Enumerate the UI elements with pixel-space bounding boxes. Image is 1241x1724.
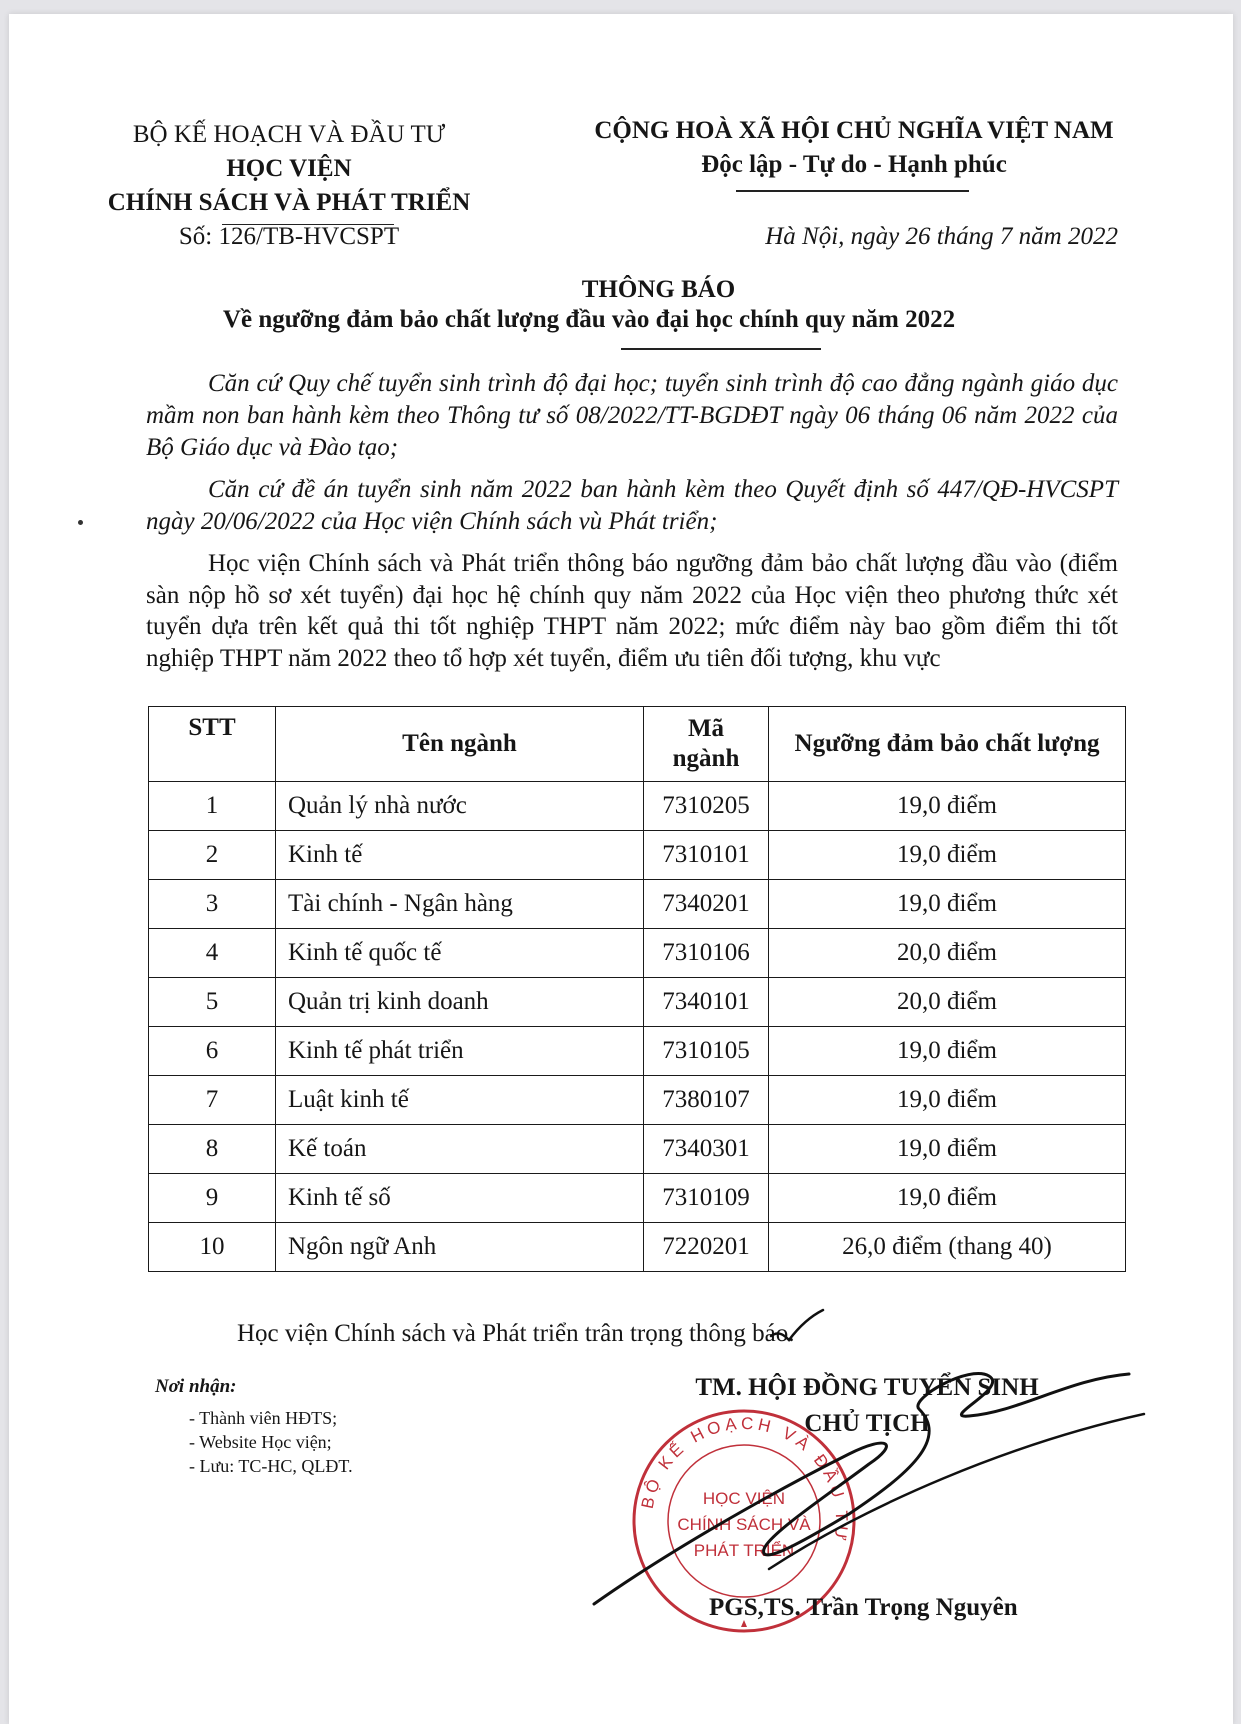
cell-major-name: Kế toán [276,1125,644,1174]
signer-name: PGS,TS. Trần Trọng Nguyên [709,1594,1018,1621]
header-threshold: Ngưỡng đảm bảo chất lượng [769,707,1126,782]
cell-major-name: Kinh tế quốc tế [276,929,644,978]
document-page [9,14,1233,1724]
recipient-item: - Website Học viện; [189,1432,332,1452]
cell-threshold: 19,0 điểm [769,831,1126,880]
cell-major-name: Kinh tế [276,831,644,880]
legal-basis-paragraph-2: Căn cứ đề án tuyển sinh năm 2022 ban hành kèm theo Quyết định số 447/QĐ-HVCSPT ngày 20/06/2022 của Học viện Chính sách vù Phát triển; [146,476,1118,535]
institution-name-line1: HỌC VIỆN [226,155,352,182]
cell-major-name: Kinh tế số [276,1174,644,1223]
cell-stt: 6 [149,1027,276,1076]
cell-stt: 8 [149,1125,276,1174]
initial-mark [767,1306,827,1346]
stamp-inner-line3: PHÁT TRIỂN [693,1541,795,1560]
closing-line: Học viện Chính sách và Phát triển trân trọng thông báo. [237,1320,795,1347]
table-row [149,1027,1126,1076]
header-right-rule [736,190,969,192]
country-name: CỘNG HOÀ XÃ HỘI CHỦ NGHĨA VIỆT NAM [594,117,1114,144]
cell-major-name: Tài chính - Ngân hàng [276,880,644,929]
header-major-code-line2: ngành [672,745,740,772]
cell-threshold: 19,0 điểm [769,1027,1126,1076]
recipient-item: - Lưu: TC-HC, QLĐT. [189,1456,353,1476]
table-row [149,782,1126,831]
cell-major-code: 7340101 [644,978,769,1027]
cell-major-name: Luật kinh tế [276,1076,644,1125]
table-row [149,831,1126,880]
stamp-outer-text: BỘ KẾ HOẠCH VÀ ĐẦU TƯ [637,1413,852,1546]
document-title: THÔNG BÁO [581,276,736,303]
document-number: Số: 126/TB-HVCSPT [178,223,400,250]
cell-major-name: Quản trị kinh doanh [276,978,644,1027]
header-major-code-line1: Mã [687,715,725,742]
cell-stt: 1 [149,782,276,831]
cell-stt: 10 [149,1223,276,1272]
title-rule [621,348,821,350]
cell-major-code: 7310109 [644,1174,769,1223]
table-row [149,1174,1126,1223]
header-major-code [644,707,769,782]
ministry-name: BỘ KẾ HOẠCH VÀ ĐẦU TƯ [132,121,446,148]
cell-major-name: Ngôn ngữ Anh [276,1223,644,1272]
place-date: Hà Nội, ngày 26 tháng 7 năm 2022 [765,223,1118,250]
table-row [149,978,1126,1027]
cell-threshold: 19,0 điểm [769,1076,1126,1125]
cell-major-name: Quản lý nhà nước [276,782,644,831]
header-stt: STT [149,707,276,782]
cell-major-code: 7220201 [644,1223,769,1272]
cell-threshold: 19,0 điểm [769,782,1126,831]
cell-stt: 5 [149,978,276,1027]
table-row [149,1076,1126,1125]
cell-major-code: 7310101 [644,831,769,880]
threshold-table [148,706,1126,1272]
cell-major-code: 7380107 [644,1076,769,1125]
recipients-title: Nơi nhận: [155,1376,237,1397]
cell-major-code: 7310105 [644,1027,769,1076]
cell-stt: 4 [149,929,276,978]
table-row [149,1125,1126,1174]
cell-stt: 3 [149,880,276,929]
cell-major-name: Kinh tế phát triển [276,1027,644,1076]
cell-threshold: 20,0 điểm [769,978,1126,1027]
cell-threshold: 19,0 điểm [769,1125,1126,1174]
institution-name-line2: CHÍNH SÁCH VÀ PHÁT TRIỂN [107,189,471,216]
cell-threshold: 19,0 điểm [769,880,1126,929]
cell-threshold: 20,0 điểm [769,929,1126,978]
table-header-row [149,707,1126,782]
cell-major-code: 7340201 [644,880,769,929]
cell-stt: 9 [149,1174,276,1223]
legal-basis-paragraph-1: Căn cứ Quy chế tuyển sinh trình độ đại học; tuyển sinh trình độ cao đẳng ngành giáo dục mầm non ban hành kèm theo Thông tư số 08/2022/TT-BGDĐT ngày 06 tháng 06 năm 2022 của Bộ Giáo dục và Đào tạo; [146,370,1118,461]
recipient-item: - Thành viên HĐTS; [189,1408,338,1428]
announcement-paragraph: Học viện Chính sách và Phát triển thông báo ngưỡng đảm bảo chất lượng đầu vào (điểm sàn nộp hồ sơ xét tuyển) đại học hệ chính quy năm 2022 của Học viện theo phương thức xét tuyển dựa trên kết quả thi tốt nghiệp THPT năm 2022; mức điểm này bao gồm điểm thi tốt nghiệp THPT năm 2022 theo tổ hợp xét tuyển, điểm ưu tiên đối tượng, khu vực [146,550,1118,672]
cell-major-code: 7310106 [644,929,769,978]
document-subtitle: Về ngưỡng đảm bảo chất lượng đầu vào đại học chính quy năm 2022 [222,306,956,333]
national-motto: Độc lập - Tự do - Hạnh phúc [701,151,1007,178]
signature-position: CHỦ TỊCH [804,1410,930,1437]
stamp-inner-line2: CHÍNH SÁCH VÀ [677,1515,811,1534]
cell-major-code: 7310205 [644,782,769,831]
stamp-inner-line1: HỌC VIỆN [702,1489,786,1508]
cell-stt: 7 [149,1076,276,1125]
scan-speck [78,520,83,525]
cell-threshold: 19,0 điểm [769,1174,1126,1223]
cell-major-code: 7340301 [644,1125,769,1174]
signature-on-behalf: TM. HỘI ĐỒNG TUYỂN SINH [695,1374,1039,1401]
header-major-name: Tên ngành [276,707,644,782]
cell-threshold: 26,0 điểm (thang 40) [769,1223,1126,1272]
table-row [149,929,1126,978]
cell-stt: 2 [149,831,276,880]
table-row [149,1223,1126,1272]
table-row [149,880,1126,929]
